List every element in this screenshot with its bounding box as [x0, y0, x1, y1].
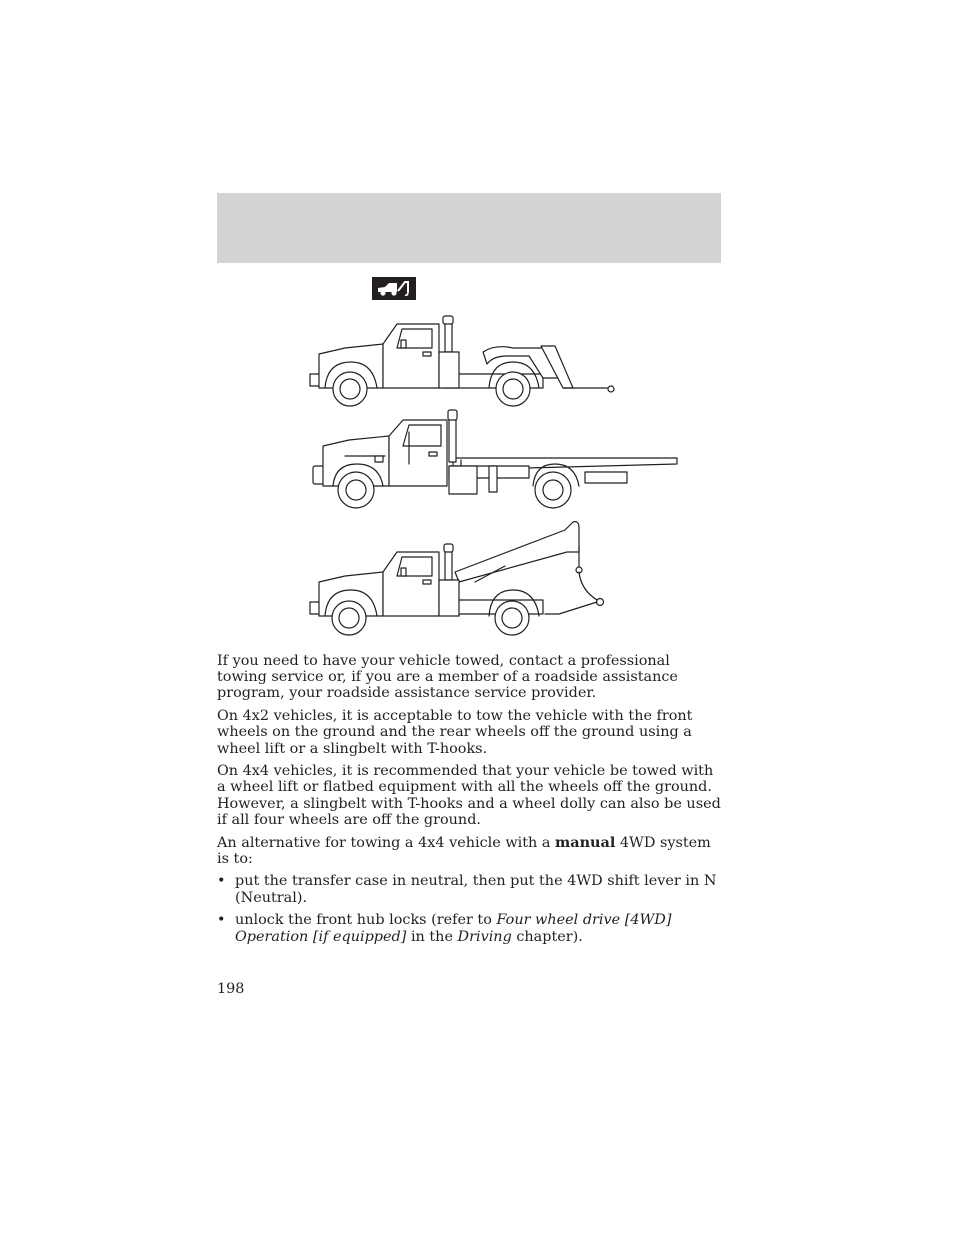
page-number: 198 — [217, 981, 245, 997]
p4-text-end: 4WD system is to: — [217, 834, 711, 867]
wheel-lift-tow-truck — [305, 312, 685, 412]
list-item — [217, 873, 723, 905]
paragraph-manual-4wd-alternative — [217, 835, 723, 867]
bullet-symbol: • — [217, 912, 226, 929]
body-text — [217, 653, 723, 951]
bullet-text-end: chapter). — [511, 928, 583, 945]
cross-reference-section: Four wheel drive [4WD] Operation [if equipped] — [235, 912, 672, 945]
paragraph-4x4-towing: On 4x4 vehicles, it is recommended that your vehicle be towed with a wheel lift or flatbed equipment with all the wheels off the ground. However, a slingbelt with T-hooks and a wheel dolly can also be used if all four wheels are off the ground. — [217, 763, 721, 828]
cross-reference-chapter: Driving — [457, 928, 512, 945]
instruction-list — [217, 873, 723, 944]
paragraph-towing-contact: If you need to have your vehicle towed, contact a professional towing service or, if you are a member of a roadside assistance program, your roadside assistance service provider. — [217, 653, 678, 702]
bullet-text-mid: in the — [406, 928, 458, 945]
tow-truck-icon — [372, 277, 416, 300]
paragraph-4x2-towing: On 4x2 vehicles, it is acceptable to tow the vehicle with the front wheels on the ground and the rear wheels off the ground using a wheel lift or a slingbelt with T-hooks. — [217, 708, 693, 757]
bullet-text: put the transfer case in neutral, then put the 4WD shift lever in N (Neutral). — [235, 873, 717, 906]
flatbed-tow-truck — [305, 408, 685, 513]
list-item — [217, 912, 723, 944]
p4-text-start: An alternative for towing a 4x4 vehicle with a — [217, 834, 556, 851]
bullet-text-start: unlock the front hub locks (refer to — [235, 912, 497, 929]
bullet-symbol: • — [217, 873, 226, 890]
manual-emphasis: manual — [555, 833, 616, 851]
slingbelt-tow-truck — [305, 516, 685, 640]
chapter-header-band — [217, 193, 721, 263]
